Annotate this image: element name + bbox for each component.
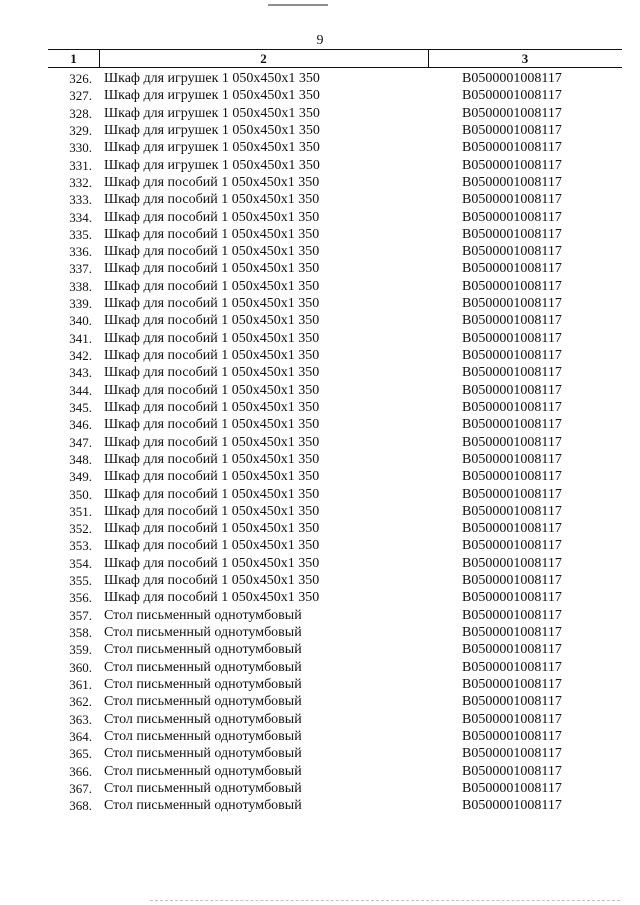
row-number: 347. [69, 434, 92, 450]
inventory-code: B0500001008117 [462, 417, 562, 433]
table-row [0, 243, 640, 260]
row-number: 366. [69, 763, 92, 779]
table-row [0, 295, 640, 312]
item-name: Шкаф для пособий 1 050x450x1 350 [104, 590, 320, 606]
row-number: 343. [69, 365, 92, 381]
row-number: 350. [69, 486, 92, 502]
inventory-code: B0500001008117 [462, 71, 562, 86]
row-number: 326. [69, 71, 92, 86]
inventory-code: B0500001008117 [462, 694, 562, 710]
item-name: Шкаф для пособий 1 050x450x1 350 [104, 434, 320, 450]
row-number: 348. [69, 451, 92, 467]
row-number: 332. [69, 174, 92, 190]
inventory-code: B0500001008117 [462, 625, 562, 640]
table-row [0, 87, 640, 104]
table-row [0, 209, 640, 226]
item-name: Стол письменный однотумбовый [104, 798, 302, 814]
row-number: 342. [69, 348, 92, 363]
inventory-code: B0500001008117 [462, 348, 562, 363]
row-number: 358. [69, 625, 92, 640]
item-name: Стол письменный однотумбовый [104, 711, 302, 727]
inventory-code: B0500001008117 [462, 780, 562, 796]
inventory-code: B0500001008117 [462, 642, 562, 658]
table-row [0, 399, 640, 416]
page-number: 9 [316, 33, 324, 48]
inventory-code: B0500001008117 [462, 590, 562, 606]
row-number: 364. [69, 728, 92, 744]
inventory-code: B0500001008117 [462, 88, 562, 104]
table-row [0, 503, 640, 520]
row-number: 349. [69, 469, 92, 485]
item-name: Стол письменный однотумбовый [104, 642, 302, 658]
row-number: 327. [69, 88, 92, 104]
inventory-code: B0500001008117 [462, 157, 562, 173]
item-name: Стол письменный однотумбовый [104, 780, 302, 796]
inventory-code: B0500001008117 [462, 365, 562, 381]
row-number: 344. [69, 382, 92, 398]
item-name: Стол письменный однотумбовый [104, 694, 302, 710]
inventory-code: B0500001008117 [462, 659, 562, 675]
row-number: 330. [69, 140, 92, 156]
item-name: Шкаф для пособий 1 050x450x1 350 [104, 192, 320, 208]
column-header-number: 1 [70, 51, 77, 66]
table-row [0, 728, 640, 745]
item-name: Шкаф для игрушек 1 050x450x1 350 [104, 157, 320, 173]
row-number: 367. [69, 780, 92, 796]
table-row [0, 797, 640, 814]
table-row [0, 278, 640, 295]
row-number: 341. [69, 330, 92, 346]
item-name: Стол письменный однотумбовый [104, 659, 302, 675]
header-bottom-rule [48, 67, 622, 68]
item-name: Шкаф для пособий 1 050x450x1 350 [104, 209, 320, 225]
inventory-code: B0500001008117 [462, 469, 562, 485]
row-number: 338. [69, 278, 92, 294]
table-row [0, 763, 640, 780]
item-name: Шкаф для пособий 1 050x450x1 350 [104, 521, 320, 537]
table-row [0, 693, 640, 710]
item-name: Шкаф для пособий 1 050x450x1 350 [104, 330, 320, 346]
item-name: Шкаф для пособий 1 050x450x1 350 [104, 261, 320, 277]
row-number: 346. [69, 417, 92, 433]
item-name: Шкаф для пособий 1 050x450x1 350 [104, 296, 320, 312]
inventory-code: B0500001008117 [462, 607, 562, 623]
table-row [0, 780, 640, 797]
table-row [0, 451, 640, 468]
inventory-code: B0500001008117 [462, 209, 562, 225]
inventory-code: B0500001008117 [462, 244, 562, 260]
table-row [0, 70, 640, 87]
table-row [0, 641, 640, 658]
row-number: 337. [69, 261, 92, 277]
item-name: Шкаф для пособий 1 050x450x1 350 [104, 348, 320, 363]
row-number: 368. [69, 798, 92, 814]
item-name: Шкаф для пособий 1 050x450x1 350 [104, 417, 320, 433]
table-body [0, 70, 640, 814]
inventory-code: B0500001008117 [462, 434, 562, 450]
table-row [0, 330, 640, 347]
table-row [0, 347, 640, 364]
item-name: Шкаф для игрушек 1 050x450x1 350 [104, 140, 320, 156]
inventory-code: B0500001008117 [462, 573, 562, 589]
table-row [0, 434, 640, 451]
row-number: 340. [69, 313, 92, 329]
scan-top-mark [268, 0, 328, 6]
item-name: Стол письменный однотумбовый [104, 625, 302, 640]
inventory-code: B0500001008117 [462, 676, 562, 692]
table-row [0, 122, 640, 139]
inventory-code: B0500001008117 [462, 192, 562, 208]
inventory-code: B0500001008117 [462, 140, 562, 156]
table-row [0, 711, 640, 728]
item-name: Шкаф для игрушек 1 050x450x1 350 [104, 88, 320, 104]
row-number: 362. [69, 694, 92, 710]
table-row [0, 260, 640, 277]
inventory-code: B0500001008117 [462, 313, 562, 329]
table-row [0, 382, 640, 399]
row-number: 352. [69, 521, 92, 537]
item-name: Стол письменный однотумбовый [104, 763, 302, 779]
table-row [0, 174, 640, 191]
item-name: Шкаф для пособий 1 050x450x1 350 [104, 451, 320, 467]
item-name: Шкаф для пособий 1 050x450x1 350 [104, 382, 320, 398]
row-number: 361. [69, 676, 92, 692]
item-name: Шкаф для пособий 1 050x450x1 350 [104, 244, 320, 260]
table-row [0, 191, 640, 208]
item-name: Шкаф для пособий 1 050x450x1 350 [104, 278, 320, 294]
item-name: Стол письменный однотумбовый [104, 728, 302, 744]
table-row [0, 486, 640, 503]
table-row [0, 157, 640, 174]
row-number: 353. [69, 538, 92, 554]
table-row [0, 364, 640, 381]
row-number: 359. [69, 642, 92, 658]
inventory-code: B0500001008117 [462, 105, 562, 121]
row-number: 335. [69, 226, 92, 242]
inventory-code: B0500001008117 [462, 728, 562, 744]
row-number: 339. [69, 296, 92, 312]
table-row [0, 589, 640, 606]
item-name: Шкаф для пособий 1 050x450x1 350 [104, 313, 320, 329]
item-name: Шкаф для пособий 1 050x450x1 350 [104, 226, 320, 242]
item-name: Шкаф для пособий 1 050x450x1 350 [104, 469, 320, 485]
row-number: 334. [69, 209, 92, 225]
inventory-code: B0500001008117 [462, 382, 562, 398]
item-name: Шкаф для пособий 1 050x450x1 350 [104, 573, 320, 589]
row-number: 351. [69, 503, 92, 519]
inventory-code: B0500001008117 [462, 538, 562, 554]
item-name: Шкаф для пособий 1 050x450x1 350 [104, 399, 320, 415]
item-name: Шкаф для пособий 1 050x450x1 350 [104, 174, 320, 190]
item-name: Стол письменный однотумбовый [104, 607, 302, 623]
row-number: 356. [69, 590, 92, 606]
table-row [0, 572, 640, 589]
table-row [0, 745, 640, 762]
table-row [0, 537, 640, 554]
item-name: Стол письменный однотумбовый [104, 746, 302, 762]
table-row [0, 139, 640, 156]
inventory-code: B0500001008117 [462, 122, 562, 138]
row-number: 329. [69, 122, 92, 138]
table-row [0, 312, 640, 329]
table-row [0, 607, 640, 624]
row-number: 345. [69, 399, 92, 415]
inventory-code: B0500001008117 [462, 711, 562, 727]
item-name: Стол письменный однотумбовый [104, 676, 302, 692]
item-name: Шкаф для пособий 1 050x450x1 350 [104, 486, 320, 502]
inventory-code: B0500001008117 [462, 278, 562, 294]
inventory-code: B0500001008117 [462, 399, 562, 415]
inventory-code: B0500001008117 [462, 296, 562, 312]
table-row [0, 520, 640, 537]
inventory-code: B0500001008117 [462, 763, 562, 779]
inventory-code: B0500001008117 [462, 503, 562, 519]
inventory-code: B0500001008117 [462, 226, 562, 242]
table-row [0, 468, 640, 485]
row-number: 357. [69, 607, 92, 623]
inventory-code: B0500001008117 [462, 486, 562, 502]
inventory-code: B0500001008117 [462, 330, 562, 346]
item-name: Шкаф для игрушек 1 050x450x1 350 [104, 105, 320, 121]
table-row [0, 555, 640, 572]
inventory-code: B0500001008117 [462, 174, 562, 190]
row-number: 336. [69, 244, 92, 260]
table-row [0, 659, 640, 676]
column-header-name: 2 [260, 51, 267, 66]
inventory-code: B0500001008117 [462, 451, 562, 467]
item-name: Шкаф для игрушек 1 050x450x1 350 [104, 122, 320, 138]
row-number: 354. [69, 555, 92, 571]
inventory-code: B0500001008117 [462, 521, 562, 537]
item-name: Шкаф для пособий 1 050x450x1 350 [104, 365, 320, 381]
item-name: Шкаф для пособий 1 050x450x1 350 [104, 555, 320, 571]
row-number: 333. [69, 192, 92, 208]
inventory-code: B0500001008117 [462, 555, 562, 571]
item-name: Шкаф для пособий 1 050x450x1 350 [104, 503, 320, 519]
table-row [0, 416, 640, 433]
row-number: 328. [69, 105, 92, 121]
row-number: 363. [69, 711, 92, 727]
row-number: 360. [69, 659, 92, 675]
table-row [0, 226, 640, 243]
column-header-code: 3 [521, 51, 529, 66]
table-row [0, 105, 640, 122]
table-row [0, 624, 640, 641]
scan-bottom-mark [150, 900, 620, 901]
inventory-code: B0500001008117 [462, 798, 562, 814]
inventory-code: B0500001008117 [462, 746, 562, 762]
item-name: Шкаф для игрушек 1 050x450x1 350 [104, 71, 320, 86]
inventory-code: B0500001008117 [462, 261, 562, 277]
table-row [0, 676, 640, 693]
row-number: 331. [69, 157, 92, 173]
item-name: Шкаф для пособий 1 050x450x1 350 [104, 538, 320, 554]
row-number: 355. [69, 573, 92, 589]
row-number: 365. [69, 746, 92, 762]
